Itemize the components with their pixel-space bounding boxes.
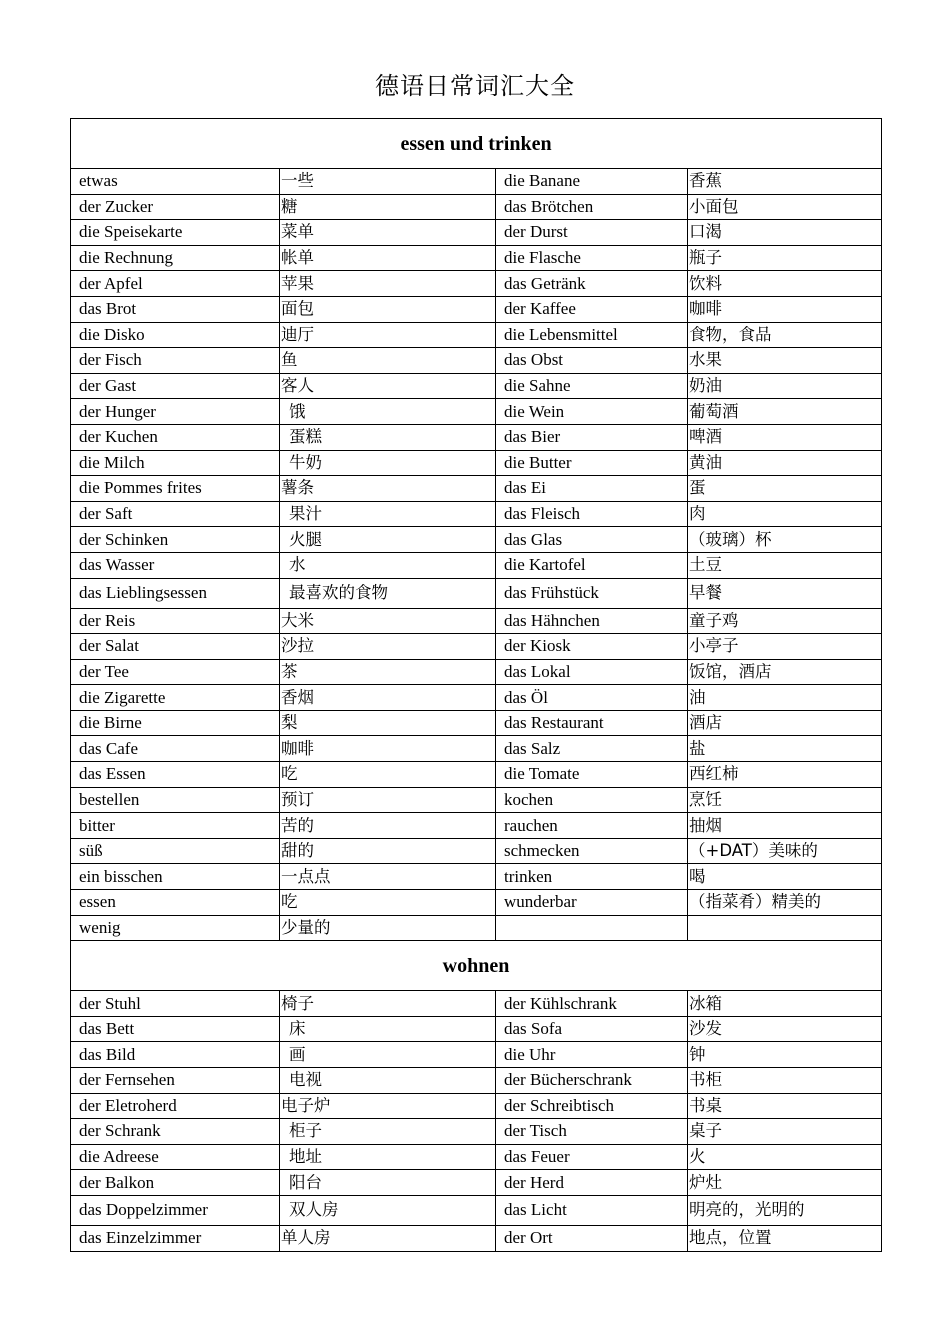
german-word-cell: das Frühstück (496, 578, 688, 608)
vocab-row (71, 710, 882, 736)
chinese-meaning-cell: 牛奶 (280, 450, 496, 476)
german-word-cell: süß (71, 838, 280, 864)
german-word-cell: die Sahne (496, 373, 688, 399)
german-word-cell: der Zucker (71, 194, 280, 220)
german-word-cell: das Feuer (496, 1144, 688, 1170)
vocab-row (71, 838, 882, 864)
german-word-cell: der Bücherschrank (496, 1068, 688, 1094)
german-word-cell: das Licht (496, 1195, 688, 1225)
german-word-cell: die Lebensmittel (496, 322, 688, 348)
german-word-cell: der Saft (71, 501, 280, 527)
chinese-meaning-cell: 喝 (688, 864, 882, 890)
section-heading: essen und trinken (71, 119, 882, 169)
german-word-cell: die Disko (71, 322, 280, 348)
chinese-meaning-cell: 奶油 (688, 373, 882, 399)
chinese-meaning-cell: 食物，食品 (688, 322, 882, 348)
vocab-row (71, 1016, 882, 1042)
vocab-row (71, 1144, 882, 1170)
vocab-row (71, 813, 882, 839)
vocab-row (71, 271, 882, 297)
chinese-meaning-cell: 沙拉 (280, 634, 496, 660)
german-word-cell: der Herd (496, 1170, 688, 1196)
vocab-row (71, 169, 882, 195)
vocab-row (71, 1195, 882, 1225)
german-word-cell: das Obst (496, 348, 688, 374)
german-word-cell: das Doppelzimmer (71, 1195, 280, 1225)
german-word-cell: das Einzelzimmer (71, 1225, 280, 1251)
chinese-meaning-cell: 饮料 (688, 271, 882, 297)
german-word-cell: kochen (496, 787, 688, 813)
chinese-meaning-cell: 啤酒 (688, 424, 882, 450)
vocab-row (71, 1042, 882, 1068)
german-word-cell: die Banane (496, 169, 688, 195)
chinese-meaning-cell (688, 915, 882, 941)
german-word-cell: die Adreese (71, 1144, 280, 1170)
chinese-meaning-cell: 早餐 (688, 578, 882, 608)
german-word-cell: der Eletroherd (71, 1093, 280, 1119)
german-word-cell: die Milch (71, 450, 280, 476)
vocabulary-table (70, 118, 882, 1252)
german-word-cell: das Ei (496, 476, 688, 502)
german-word-cell: das Lokal (496, 659, 688, 685)
german-word-cell: der Tee (71, 659, 280, 685)
chinese-meaning-cell: 饿 (280, 399, 496, 425)
chinese-meaning-cell: 沙发 (688, 1016, 882, 1042)
vocab-row (71, 399, 882, 425)
german-word-cell: die Uhr (496, 1042, 688, 1068)
chinese-meaning-cell: 冰箱 (688, 991, 882, 1017)
german-word-cell: der Apfel (71, 271, 280, 297)
chinese-meaning-cell: 吃 (280, 890, 496, 916)
german-word-cell: essen (71, 890, 280, 916)
chinese-meaning-cell: 苦的 (280, 813, 496, 839)
german-word-cell: die Pommes frites (71, 476, 280, 502)
german-word-cell: der Gast (71, 373, 280, 399)
german-word-cell: das Restaurant (496, 710, 688, 736)
chinese-meaning-cell: 地点，位置 (688, 1225, 882, 1251)
german-word-cell: wenig (71, 915, 280, 941)
chinese-meaning-cell: 苹果 (280, 271, 496, 297)
chinese-meaning-cell: 肉 (688, 501, 882, 527)
german-word-cell: der Salat (71, 634, 280, 660)
chinese-meaning-cell: 葡萄酒 (688, 399, 882, 425)
vocab-row (71, 450, 882, 476)
chinese-meaning-cell: 少量的 (280, 915, 496, 941)
german-word-cell: der Ort (496, 1225, 688, 1251)
german-word-cell: das Bier (496, 424, 688, 450)
german-word-cell: das Öl (496, 685, 688, 711)
german-word-cell: das Essen (71, 762, 280, 788)
german-word-cell: die Zigarette (71, 685, 280, 711)
vocab-row (71, 890, 882, 916)
german-word-cell: das Bett (71, 1016, 280, 1042)
german-word-cell: das Getränk (496, 271, 688, 297)
chinese-meaning-cell: 瓶子 (688, 245, 882, 271)
chinese-meaning-cell: 火腿 (280, 527, 496, 553)
german-word-cell: die Wein (496, 399, 688, 425)
german-word-cell: die Butter (496, 450, 688, 476)
chinese-meaning-cell: 地址 (280, 1144, 496, 1170)
chinese-meaning-cell: 最喜欢的食物 (280, 578, 496, 608)
chinese-meaning-cell: （玻璃）杯 (688, 527, 882, 553)
chinese-meaning-cell: 口渴 (688, 220, 882, 246)
vocab-row (71, 659, 882, 685)
german-word-cell: das Wasser (71, 552, 280, 578)
chinese-meaning-cell: 蛋糕 (280, 424, 496, 450)
chinese-meaning-cell: 香烟 (280, 685, 496, 711)
german-word-cell: das Brötchen (496, 194, 688, 220)
vocab-row (71, 424, 882, 450)
vocab-row (71, 1225, 882, 1251)
chinese-meaning-cell: 床 (280, 1016, 496, 1042)
german-word-cell: das Salz (496, 736, 688, 762)
german-word-cell: die Rechnung (71, 245, 280, 271)
chinese-meaning-cell: 梨 (280, 710, 496, 736)
german-word-cell: der Kuchen (71, 424, 280, 450)
chinese-meaning-cell: 客人 (280, 373, 496, 399)
german-word-cell: die Birne (71, 710, 280, 736)
vocab-row (71, 527, 882, 553)
vocab-row (71, 608, 882, 634)
german-word-cell: das Lieblingsessen (71, 578, 280, 608)
section-header-row (71, 941, 882, 991)
german-word-cell: wunderbar (496, 890, 688, 916)
chinese-meaning-cell: 西红柿 (688, 762, 882, 788)
chinese-meaning-cell: 帐单 (280, 245, 496, 271)
vocab-row (71, 1068, 882, 1094)
vocab-row (71, 220, 882, 246)
chinese-meaning-cell: 书柜 (688, 1068, 882, 1094)
chinese-meaning-cell: 桌子 (688, 1119, 882, 1145)
chinese-meaning-cell: 迪厅 (280, 322, 496, 348)
german-word-cell: der Tisch (496, 1119, 688, 1145)
chinese-meaning-cell: 酒店 (688, 710, 882, 736)
chinese-meaning-cell: 面包 (280, 296, 496, 322)
chinese-meaning-cell: 糖 (280, 194, 496, 220)
chinese-meaning-cell: 甜的 (280, 838, 496, 864)
vocab-row (71, 685, 882, 711)
vocab-row (71, 1119, 882, 1145)
german-word-cell: der Hunger (71, 399, 280, 425)
chinese-meaning-cell: （+DAT）美味的 (688, 838, 882, 864)
german-word-cell: das Hähnchen (496, 608, 688, 634)
german-word-cell: der Kaffee (496, 296, 688, 322)
vocab-row (71, 476, 882, 502)
vocab-row (71, 1170, 882, 1196)
chinese-meaning-cell: 一点点 (280, 864, 496, 890)
chinese-meaning-cell: 电子炉 (280, 1093, 496, 1119)
german-word-cell: die Kartofel (496, 552, 688, 578)
german-word-cell: die Tomate (496, 762, 688, 788)
german-word-cell (496, 915, 688, 941)
german-word-cell: das Fleisch (496, 501, 688, 527)
chinese-meaning-cell: 茶 (280, 659, 496, 685)
german-word-cell: der Schreibtisch (496, 1093, 688, 1119)
german-word-cell: die Speisekarte (71, 220, 280, 246)
chinese-meaning-cell: 蛋 (688, 476, 882, 502)
german-word-cell: der Stuhl (71, 991, 280, 1017)
chinese-meaning-cell: 童子鸡 (688, 608, 882, 634)
german-word-cell: das Sofa (496, 1016, 688, 1042)
chinese-meaning-cell: 菜单 (280, 220, 496, 246)
chinese-meaning-cell: 烹饪 (688, 787, 882, 813)
chinese-meaning-cell: 小亭子 (688, 634, 882, 660)
chinese-meaning-cell: 盐 (688, 736, 882, 762)
chinese-meaning-cell: （指菜肴）精美的 (688, 890, 882, 916)
chinese-meaning-cell: 柜子 (280, 1119, 496, 1145)
chinese-meaning-cell: 水果 (688, 348, 882, 374)
chinese-meaning-cell: 大米 (280, 608, 496, 634)
document-title: 德语日常词汇大全 (375, 72, 575, 100)
chinese-meaning-cell: 油 (688, 685, 882, 711)
chinese-meaning-cell: 椅子 (280, 991, 496, 1017)
chinese-meaning-cell: 预订 (280, 787, 496, 813)
german-word-cell: der Fisch (71, 348, 280, 374)
chinese-meaning-cell: 咖啡 (688, 296, 882, 322)
chinese-meaning-cell: 果汁 (280, 501, 496, 527)
german-word-cell: der Reis (71, 608, 280, 634)
german-word-cell: das Cafe (71, 736, 280, 762)
chinese-meaning-cell: 火 (688, 1144, 882, 1170)
vocab-row (71, 373, 882, 399)
german-word-cell: der Kiosk (496, 634, 688, 660)
german-word-cell: trinken (496, 864, 688, 890)
vocab-row (71, 762, 882, 788)
chinese-meaning-cell: 咖啡 (280, 736, 496, 762)
chinese-meaning-cell: 双人房 (280, 1195, 496, 1225)
chinese-meaning-cell: 明亮的，光明的 (688, 1195, 882, 1225)
vocab-row (71, 296, 882, 322)
chinese-meaning-cell: 电视 (280, 1068, 496, 1094)
vocab-row (71, 1093, 882, 1119)
german-word-cell: das Bild (71, 1042, 280, 1068)
chinese-meaning-cell: 薯条 (280, 476, 496, 502)
vocab-row (71, 501, 882, 527)
vocab-row (71, 634, 882, 660)
chinese-meaning-cell: 饭馆，酒店 (688, 659, 882, 685)
chinese-meaning-cell: 画 (280, 1042, 496, 1068)
vocab-row (71, 736, 882, 762)
vocab-row (71, 578, 882, 608)
german-word-cell: bitter (71, 813, 280, 839)
german-word-cell: der Kühlschrank (496, 991, 688, 1017)
chinese-meaning-cell: 炉灶 (688, 1170, 882, 1196)
vocab-row (71, 322, 882, 348)
chinese-meaning-cell: 香蕉 (688, 169, 882, 195)
chinese-meaning-cell: 钟 (688, 1042, 882, 1068)
german-word-cell: der Schrank (71, 1119, 280, 1145)
german-word-cell: das Brot (71, 296, 280, 322)
chinese-meaning-cell: 书桌 (688, 1093, 882, 1119)
german-word-cell: der Balkon (71, 1170, 280, 1196)
chinese-meaning-cell: 鱼 (280, 348, 496, 374)
german-word-cell: der Schinken (71, 527, 280, 553)
german-word-cell: etwas (71, 169, 280, 195)
german-word-cell: rauchen (496, 813, 688, 839)
vocab-row (71, 787, 882, 813)
vocab-row (71, 991, 882, 1017)
chinese-meaning-cell: 水 (280, 552, 496, 578)
chinese-meaning-cell: 黄油 (688, 450, 882, 476)
german-word-cell: der Fernsehen (71, 1068, 280, 1094)
german-word-cell: die Flasche (496, 245, 688, 271)
chinese-meaning-cell: 小面包 (688, 194, 882, 220)
chinese-meaning-cell: 抽烟 (688, 813, 882, 839)
vocab-row (71, 245, 882, 271)
german-word-cell: ein bisschen (71, 864, 280, 890)
chinese-meaning-cell: 一些 (280, 169, 496, 195)
chinese-meaning-cell: 单人房 (280, 1225, 496, 1251)
chinese-meaning-cell: 阳台 (280, 1170, 496, 1196)
chinese-meaning-cell: 土豆 (688, 552, 882, 578)
vocab-row (71, 552, 882, 578)
german-word-cell: der Durst (496, 220, 688, 246)
vocab-row (71, 915, 882, 941)
german-word-cell: das Glas (496, 527, 688, 553)
section-heading: wohnen (71, 941, 882, 991)
section-header-row (71, 119, 882, 169)
german-word-cell: bestellen (71, 787, 280, 813)
vocab-row (71, 194, 882, 220)
vocab-row (71, 864, 882, 890)
german-word-cell: schmecken (496, 838, 688, 864)
chinese-meaning-cell: 吃 (280, 762, 496, 788)
vocab-row (71, 348, 882, 374)
